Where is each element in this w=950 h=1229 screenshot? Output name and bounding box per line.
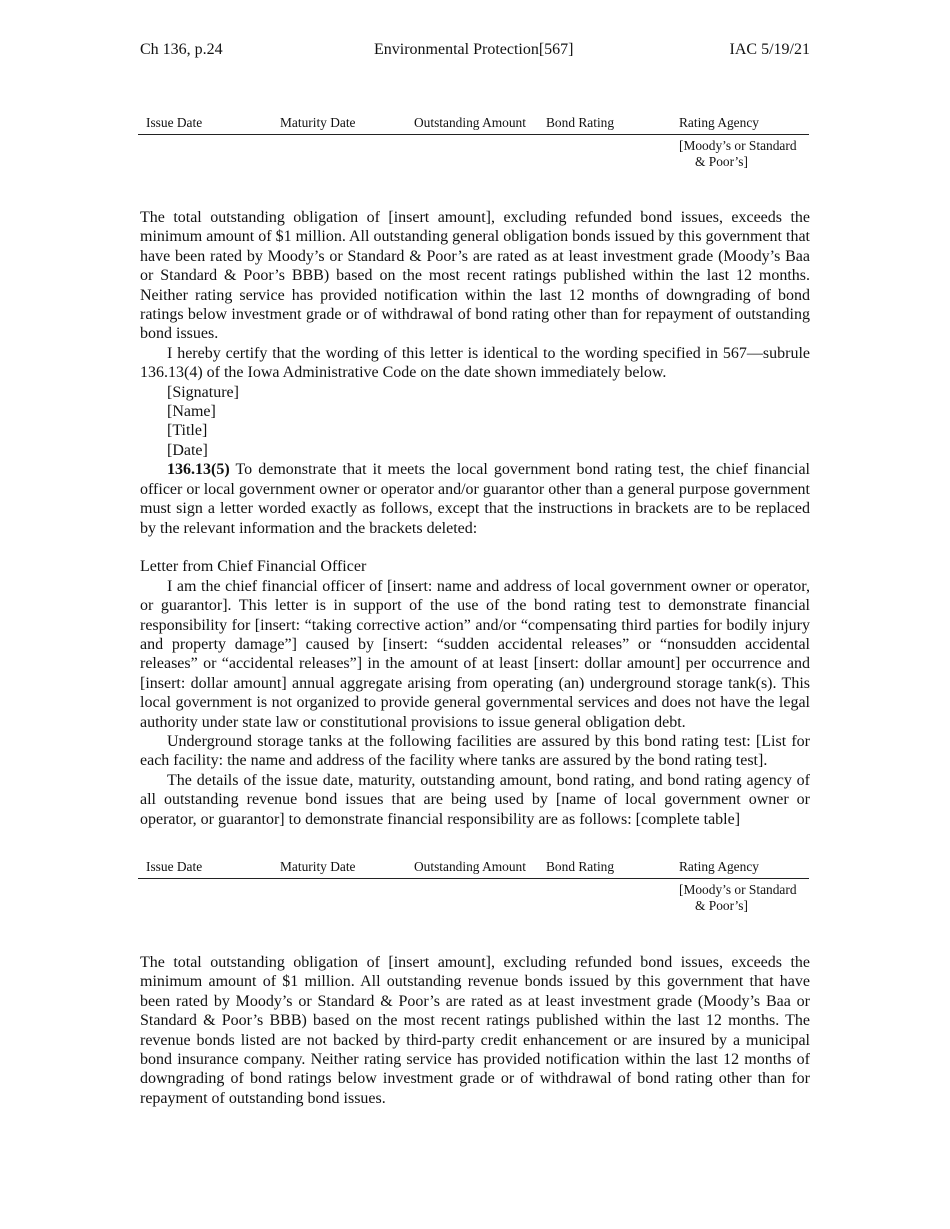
- column-rating-agency: Rating Agency: [679, 859, 759, 874]
- agency-note-line1: [Moody’s or Standard: [679, 882, 797, 897]
- section-general-obligation: [140, 208, 810, 829]
- title-placeholder: [Title]: [167, 422, 208, 440]
- letter-paragraph-3: The details of the issue date, maturity, outstanding amount, bond rating, and bond rating agency of all outstanding revenue bond issues that are being used by [name of local government owner or operator, or guarantor] to demonstrate financial responsibility are as follows: [complete table]: [140, 771, 810, 828]
- rule-paragraph: [140, 460, 810, 538]
- rating-agency-note: [679, 882, 797, 913]
- agency-title: Environmental Protection[567]: [374, 41, 574, 58]
- name-placeholder: [Name]: [167, 403, 216, 421]
- column-maturity-date: Maturity Date: [280, 115, 356, 130]
- column-bond-rating: Bond Rating: [546, 115, 615, 130]
- column-issue-date: Issue Date: [146, 115, 203, 130]
- bond-table-revenue: [138, 859, 809, 913]
- table-header-row: [138, 115, 809, 135]
- column-bond-rating: Bond Rating: [546, 859, 615, 874]
- table-header-row: [138, 859, 809, 879]
- column-outstanding-amount: Outstanding Amount: [414, 115, 526, 130]
- total-obligation-paragraph: The total outstanding obligation of [insert amount], excluding refunded bond issues, exceeds the minimum amount of $1 million. All outstanding general obligation bonds issued by this government that have been rated by Moody’s or Standard & Poor’s are rated as at least investment grade (Moody’s Baa or Standard & Poor’s BBB) based on the most recent ratings published within the last 12 months. Neither rating service has provided notification within the last 12 months of downgrading of bond ratings below investment grade or of withdrawal of bond rating other than for repayment of outstanding bond issues.: [140, 209, 810, 343]
- certification-paragraph: I hereby certify that the wording of this letter is identical to the wording specified in 567—subrule 136.13(4) of the Iowa Administrative Code on the date shown immediately below.: [140, 344, 810, 382]
- letter-heading: Letter from Chief Financial Officer: [140, 558, 367, 576]
- letter-paragraph-2: Underground storage tanks at the following facilities are assured by this bond rating test: [List for each facility: the name and address of the facility where tanks are assured by the bond rating test].: [140, 732, 810, 770]
- signature-placeholder: [Signature]: [167, 383, 239, 401]
- date-placeholder: [Date]: [167, 441, 208, 459]
- column-issue-date: Issue Date: [146, 859, 203, 874]
- page-header: [140, 41, 810, 63]
- bond-table-general-obligation: [138, 115, 809, 169]
- letter-paragraph-1: I am the chief financial officer of [insert: name and address of local government owner or operator, or guarantor]. This letter is in support of the use of the bond rating test to demonstrate financial responsibility for [insert: “taking corrective action” and/or “compensating third parties for bodily injury and property damage”] caused by [insert: “sudden accidental releases” or “nonsudden accidental releases” or “accidental releases”] in the amount of at least [insert: dollar amount] per occurrence and [insert: dollar amount] annual aggregate arising from operating (an) underground storage tank(s). This local government is not organized to provide general governmental services and does not have the legal authority under state law or constitutional provisions to issue general obligation debt.: [140, 577, 810, 731]
- section-revenue-bonds: [140, 953, 810, 1108]
- rating-agency-note: [679, 138, 797, 169]
- agency-note-line2: & Poor’s]: [695, 897, 748, 913]
- column-maturity-date: Maturity Date: [280, 859, 356, 874]
- agency-note-line2: & Poor’s]: [695, 153, 748, 169]
- code-date: IAC 5/19/21: [729, 41, 810, 58]
- rule-number: 136.13(5): [167, 461, 230, 479]
- column-outstanding-amount: Outstanding Amount: [414, 859, 526, 874]
- agency-note-line1: [Moody’s or Standard: [679, 138, 797, 153]
- rule-text: To demonstrate that it meets the local government bond rating test, the chief financial officer or local government owner or operator and/or guarantor other than a general purpose government must sign a letter worded exactly as follows, except that the instructions in brackets are to be replaced by the relevant information and the brackets deleted:: [140, 461, 810, 537]
- chapter-page-label: Ch 136, p.24: [140, 41, 223, 58]
- revenue-total-obligation-paragraph: The total outstanding obligation of [insert amount], excluding refunded bond issues, exceeds the minimum amount of $1 million. All outstanding revenue bonds issued by this government that have been rated by Moody’s or Standard & Poor’s are rated as at least investment grade (Moody’s Baa or Standard & Poor’s BBB) based on the most recent ratings published within the last 12 months. The revenue bonds listed are not backed by third-party credit enhancement or are insured by a municipal bond insurance company. Neither rating service has provided notification within the last 12 months of downgrading of bond ratings below investment grade or of withdrawal of bond rating other than for repayment of outstanding bond issues.: [140, 954, 810, 1107]
- column-rating-agency: Rating Agency: [679, 115, 759, 130]
